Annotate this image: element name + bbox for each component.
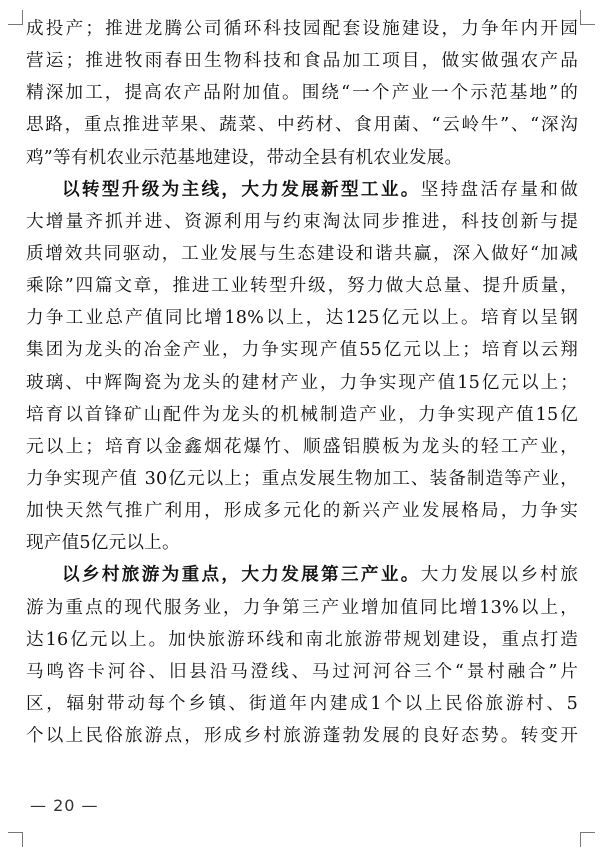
crop-mark-top-left: [8, 10, 23, 25]
text-line: 乘除”四篇文章，推进工业转型升级，努力做大总量、提升质量，: [26, 276, 578, 297]
text-line: 加快天然气推广利用，形成多元化的新兴产业发展格局，力争实: [26, 501, 578, 522]
body-text: [26, 13, 578, 752]
text-line: 力争实现产值 30亿元以上；重点发展生物加工、装备制造等产业，: [26, 468, 578, 489]
crop-mark-bottom-left: [8, 832, 23, 847]
section-heading-tourism: 以乡村旅游为重点，大力发展第三产业。: [62, 564, 421, 586]
text-line: 游为重点的现代服务业，力争第三产业增加值同比增13%以上，: [26, 597, 578, 618]
text-line: 玻璃、中辉陶瓷为龙头的建材产业，力争实现产值15亿元以上；: [26, 372, 578, 393]
text-line: 达16亿元以上。加快旅游环线和南北旅游带规划建设，重点打造: [26, 629, 578, 650]
text-line: 坚持盘活存量和做: [420, 179, 578, 200]
text-line: 精深加工，提高农产品附加值。围绕“一个产业一个示范基地”的: [26, 83, 578, 104]
section-heading-line: [26, 559, 578, 591]
section-heading-industry: 以转型升级为主线，大力发展新型工业。: [62, 178, 421, 200]
crop-mark-bottom-right: [580, 832, 595, 847]
text-line: 质增效共同驱动，工业发展与生态建设和谐共赢，深入做好“加减: [26, 243, 578, 264]
crop-mark-top-right: [580, 10, 595, 25]
text-line: 培育以首锋矿山配件为龙头的机械制造产业，力争实现产值15亿: [26, 404, 578, 425]
text-line: 区，辐射带动每个乡镇、街道年内建成1个以上民俗旅游村、5: [26, 693, 578, 714]
text-line: 个以上民俗旅游点，形成乡村旅游蓬勃发展的良好态势。转变开: [26, 726, 578, 747]
text-line: 力争工业总产值同比增18%以上，达125亿元以上。培育以呈钢: [26, 308, 578, 329]
text-line: 大增量齐抓并进、资源利用与约束淘汰同步推进，科技创新与提: [26, 211, 578, 232]
text-line: 马鸣咨卡河谷、旧县沿马澄线、马过河河谷三个“景村融合”片: [26, 661, 578, 682]
text-line: 成投产；推进龙腾公司循环科技园配套设施建设，力争年内开园: [26, 19, 578, 39]
page-number: — 20 —: [30, 796, 99, 815]
text-line: 营运；推进牧雨春田生物科技和食品加工项目，做实做强农产品: [26, 51, 578, 72]
text-line: 元以上；培育以金鑫烟花爆竹、顺盛铝膜板为龙头的轻工产业，: [26, 436, 578, 457]
text-line: 思路，重点推进苹果、蔬菜、中药材、食用菌、“云岭牛”、“深沟: [26, 115, 578, 136]
text-line: 鸡”等有机农业示范基地建设，带动全县有机农业发展。: [26, 147, 463, 168]
text-line: 集团为龙头的冶金产业，力争实现产值55亿元以上；培育以云翔: [26, 340, 578, 361]
text-line: 大力发展以乡村旅: [420, 565, 578, 586]
section-heading-line: [26, 174, 578, 206]
text-line: 现产值5亿元以上。: [26, 533, 180, 554]
